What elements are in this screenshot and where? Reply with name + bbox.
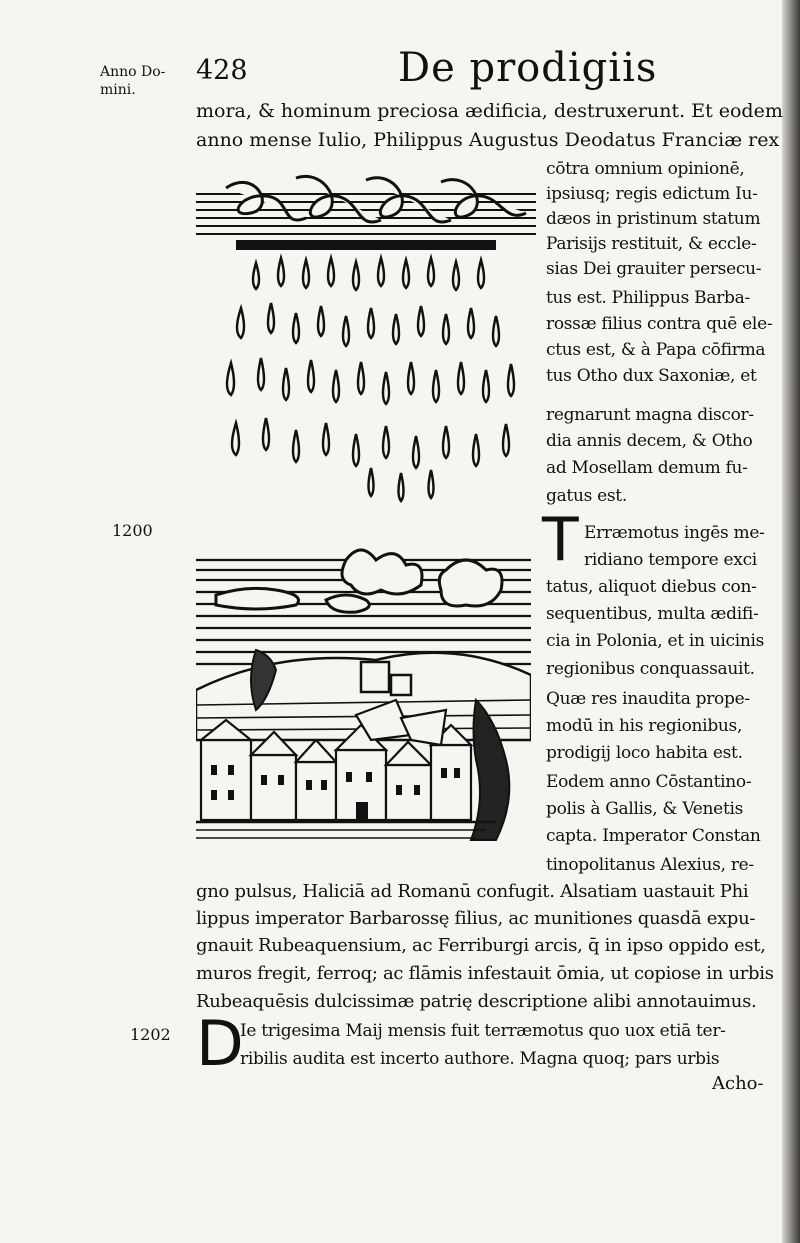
book-spine-shadow xyxy=(782,0,800,1243)
text-line: capta. Imperator Constan xyxy=(546,826,761,846)
text-line: dæos in pristinum statum xyxy=(546,209,761,229)
text-line: Parisijs restituit, & eccle- xyxy=(546,234,757,254)
text-line: Eodem anno Cōstantino- xyxy=(546,772,752,792)
text-line: modū in his regionibus, xyxy=(546,716,743,736)
text-line: ridiano tempore exci xyxy=(584,550,757,570)
drop-cap-initial-d: D xyxy=(196,1007,244,1080)
text-line: ipsiusq; regis edictum Iu- xyxy=(546,184,758,204)
text-line: Erræmotus ingēs me- xyxy=(584,523,765,543)
text-line: rossæ filius contra quē ele- xyxy=(546,314,773,334)
text-line: ctus est, & à Papa cōfirma xyxy=(546,340,766,360)
margin-year-1202: 1202 xyxy=(130,1025,171,1044)
text-line: tatus, aliquot diebus con- xyxy=(546,577,757,597)
text-line: polis à Gallis, & Venetis xyxy=(546,799,744,819)
text-line: ribilis audita est incerto authore. Magna quoq; pars urbis xyxy=(240,1049,720,1069)
text-line: gno pulsus, Haliciā ad Romanū confugit. Alsatiam uastauit Phi xyxy=(196,881,749,902)
woodcut-blood-rain-illustration xyxy=(196,168,536,508)
text-line: cōtra omnium opinionē, xyxy=(546,159,745,179)
text-line: Quæ res inaudita prope- xyxy=(546,689,750,709)
catchword: Acho- xyxy=(712,1073,764,1094)
folio-number: 428 xyxy=(196,55,248,86)
text-line: sequentibus, multa ædifi- xyxy=(546,604,759,624)
text-line: regionibus conquassauit. xyxy=(546,659,755,679)
text-line: tus Otho dux Saxoniæ, et xyxy=(546,366,757,386)
text-line: Rubeaquēsis dulcissimæ patrię descriptione alibi annotauimus. xyxy=(196,991,757,1012)
margin-label-domini: mini. xyxy=(100,82,136,98)
margin-year-1200: 1200 xyxy=(112,521,153,540)
text-line: tinopolitanus Alexius, re- xyxy=(546,855,754,875)
drop-cap-initial-t: T xyxy=(542,505,579,575)
text-line: gatus est. xyxy=(546,486,627,506)
text-line: gnauit Rubeaquensium, ac Ferriburgi arcis, q̄ in ipso oppido est, xyxy=(196,935,766,956)
running-title: De prodigiis xyxy=(398,45,658,91)
margin-label-anno: Anno Do- xyxy=(100,64,166,80)
text-line: dia annis decem, & Otho xyxy=(546,431,753,451)
text-line: regnarunt magna discor- xyxy=(546,405,754,425)
text-line: lippus imperator Barbarossę filius, ac munitiones quasdā expu- xyxy=(196,908,756,929)
text-line: ad Mosellam demum fu- xyxy=(546,458,748,478)
text-line: Ie trigesima Maij mensis fuit terræmotus quo uox etiā ter- xyxy=(240,1021,726,1041)
text-line: cia in Polonia, et in uicinis xyxy=(546,631,765,651)
text-line: mora, & hominum preciosa ædificia, destruxerunt. Et eodem xyxy=(196,100,783,122)
text-line: tus est. Philippus Barba- xyxy=(546,288,750,308)
text-line: sias Dei grauiter persecu- xyxy=(546,259,762,279)
woodcut-earthquake-town-illustration xyxy=(196,540,531,845)
text-line: muros fregit, ferroq; ac flāmis infestauit ōmia, ut copiose in urbis xyxy=(196,963,774,984)
text-line: anno mense Iulio, Philippus Augustus Deodatus Franciæ rex xyxy=(196,129,780,151)
text-line: prodigij loco habita est. xyxy=(546,743,743,763)
